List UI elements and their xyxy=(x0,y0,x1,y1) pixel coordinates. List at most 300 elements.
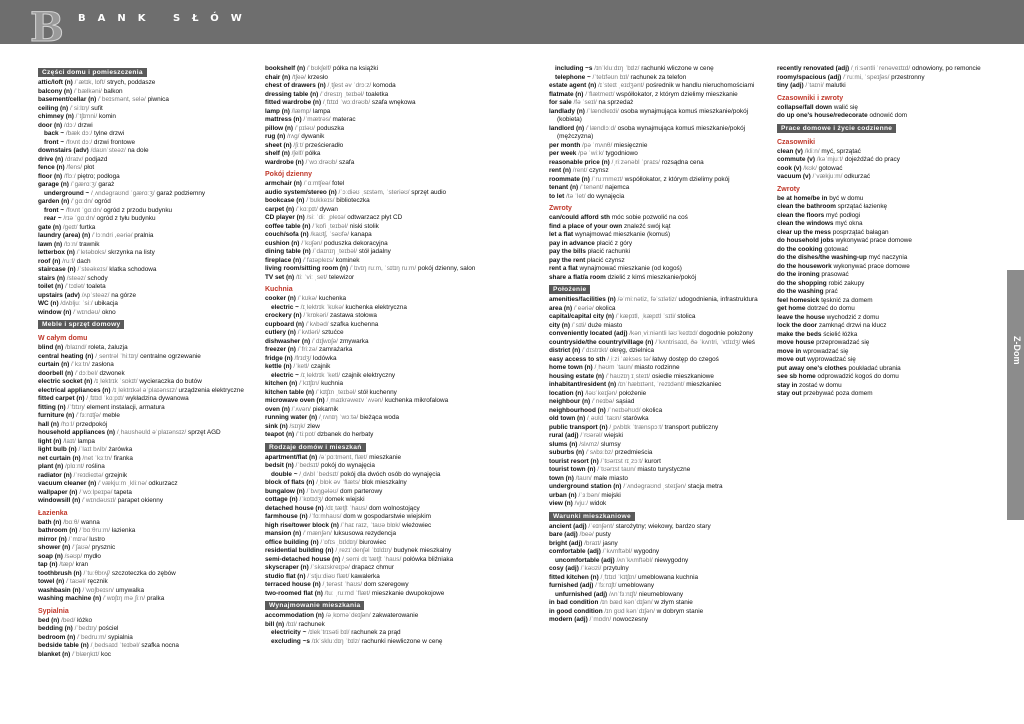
entry-word: hall (n) xyxy=(38,420,59,428)
entry-meaning: balkon xyxy=(103,87,123,95)
entry-pronunciation: /bɑːθ/ xyxy=(63,518,80,526)
entry-pronunciation: /siː ˈdiː ˌpleɪə/ xyxy=(306,214,346,221)
vocab-entry xyxy=(549,74,767,83)
vocab-entry xyxy=(38,561,256,570)
entry-pronunciation: /ˈdɪstrɪkt/ xyxy=(582,347,608,354)
entry-meaning: myć podłogi xyxy=(826,211,861,219)
entry-pronunciation: /ˈsteəkeɪs/ xyxy=(77,266,108,273)
entry-meaning: przestronny xyxy=(891,73,925,81)
entry-meaning: żarówka xyxy=(108,446,133,453)
entry-meaning: przeprowadzać się xyxy=(816,339,870,346)
entry-meaning: płacić z góry xyxy=(596,239,633,247)
entry-meaning: dywanik xyxy=(301,133,325,140)
entry-meaning: sypialnia xyxy=(107,633,133,641)
entry-meaning: odkurzać xyxy=(844,173,871,180)
vocab-entry xyxy=(38,181,256,190)
entry-word: attic/loft (n) xyxy=(38,79,73,86)
entry-pronunciation: /vjuː/ xyxy=(574,500,589,507)
vocab-entry xyxy=(777,365,995,374)
column-2 xyxy=(265,65,483,646)
entry-meaning: piekarnik xyxy=(312,405,339,413)
entry-word: estate agent (n) xyxy=(549,82,597,89)
vocab-entry xyxy=(265,414,483,423)
vocab-entry xyxy=(265,74,483,83)
entry-word: fitted carpet (n) xyxy=(38,395,85,402)
entry-word: vacuum (v) xyxy=(777,173,811,180)
entry-word: do the housework xyxy=(777,262,832,270)
entry-meaning: mieszkanie dwupokojowe xyxy=(371,589,445,597)
entry-meaning: osiedle mieszkaniowe xyxy=(651,372,714,380)
entry-meaning: odkurzacz xyxy=(148,480,178,487)
vocab-entry xyxy=(777,331,995,340)
entry-pronunciation: /ˈdaɪnɪŋ ˌteɪbəl/ xyxy=(312,248,358,255)
entry-word: see sb home xyxy=(777,373,816,380)
entry-pronunciation: /ɪˌlektrɪk ˈketl/ xyxy=(300,371,341,379)
entry-meaning: element instalacji, armatura xyxy=(86,403,165,411)
entry-pronunciation: /ˈʌndəgraʊnd ˌsteɪʃən/ xyxy=(623,483,686,490)
entry-pronunciation: /ˈɜːbən/ xyxy=(578,491,600,499)
vocab-entry xyxy=(265,406,483,415)
entry-pronunciation: /bæk dɔː/ xyxy=(65,130,93,137)
entry-word: soap (n) xyxy=(38,552,63,560)
entry-meaning: w złym stanie xyxy=(654,599,693,606)
vocab-entry xyxy=(265,108,483,117)
entry-word: make the beds xyxy=(777,330,822,338)
vocab-entry xyxy=(265,329,483,338)
entry-word: bookcase (n) xyxy=(265,197,305,204)
vocab-entry xyxy=(549,214,767,223)
vocab-entry xyxy=(265,338,483,347)
entry-pronunciation: /ˈketl/ xyxy=(293,363,310,370)
entry-word: fridge (n) xyxy=(265,354,293,362)
entry-meaning: zmywarka xyxy=(339,337,369,345)
entry-meaning: komin xyxy=(98,113,116,120)
vocab-entry xyxy=(265,621,483,630)
entry-meaning: parapet okienny xyxy=(117,497,164,504)
entry-word: lamp (n) xyxy=(265,107,290,115)
entry-pronunciation: /ˈruːmi, ˈspeɪʃəs/ xyxy=(843,73,890,81)
entry-pronunciation: /bɪl/ xyxy=(285,620,297,628)
vocab-entry xyxy=(549,82,767,91)
entry-word: amenities/facilities (n) xyxy=(549,296,616,303)
entry-meaning: zamrażarka xyxy=(319,346,353,353)
vocab-entry xyxy=(38,361,256,370)
vocab-entry xyxy=(549,574,767,583)
vocab-entry xyxy=(265,180,483,189)
entry-pronunciation: /ˈwɔːlpeɪpə/ xyxy=(79,488,113,496)
entry-meaning: posprzątać bałagan xyxy=(832,228,889,236)
entry-word: living room/sitting room (n) xyxy=(265,265,349,272)
entry-word: underground ~ xyxy=(44,189,90,197)
entry-meaning: wykonywać prace domowe xyxy=(833,262,910,270)
entry-word: running water (n) xyxy=(265,414,318,421)
vocab-entry xyxy=(777,212,995,221)
vocab-entry xyxy=(265,206,483,215)
section-heading: Warunki mieszkaniowe xyxy=(549,512,635,521)
entry-meaning: starożytny; wiekowy, bardzo stary xyxy=(615,522,711,530)
entry-word: windowsill (n) xyxy=(38,497,81,504)
entry-word: find a place of your own xyxy=(549,222,623,230)
entry-meaning: rachunek za telefon xyxy=(630,73,687,81)
entry-word: roomy/spacious (adj) xyxy=(777,73,842,81)
vocab-entry xyxy=(38,578,256,587)
vocab-entry xyxy=(549,330,767,339)
entry-pronunciation: /ˈhaʊzɪŋ ɪˌsteɪt/ xyxy=(605,372,651,380)
entry-meaning: połówka bliźniaka xyxy=(403,555,454,563)
entry-pronunciation: /ˈmɒdn/ xyxy=(589,616,612,623)
vocab-entry xyxy=(777,173,995,182)
entry-meaning: duże miasto xyxy=(587,321,623,329)
vocab-entry xyxy=(38,190,256,199)
vocab-entry xyxy=(265,539,483,548)
entry-word: rent (n) xyxy=(549,167,572,174)
subsection-heading: Kuchnia xyxy=(265,286,293,293)
entry-word: ancient (adj) xyxy=(549,522,587,530)
entry-word: clean the bathroom xyxy=(777,203,836,210)
entry-pronunciation: /ˌhaʊshəʊld əˈplaɪənsɪz/ xyxy=(116,429,187,436)
entry-pronunciation: /ˈlændleɪdi/ xyxy=(586,107,619,115)
entry-word: ceiling (n) xyxy=(38,104,69,112)
entry-pronunciation: /ˈʌvən/ xyxy=(291,405,311,413)
entry-word: fireplace (n) xyxy=(265,256,302,264)
entry-word: laundry (area) (n) xyxy=(38,232,91,239)
entry-pronunciation: /flɔː/ xyxy=(63,172,76,180)
entry-word: dishwasher (n) xyxy=(265,337,311,345)
entry-pronunciation: /ˈmænʃən/ xyxy=(303,530,332,537)
entry-meaning: tygodniowo xyxy=(605,150,638,157)
entry-word: chest of drawers (n) xyxy=(265,82,326,89)
vocab-entry xyxy=(549,125,767,142)
entry-word: stairs (n) xyxy=(38,274,65,282)
vocab-entry xyxy=(38,173,256,182)
entry-pronunciation: /frʌnt dɔː/ xyxy=(65,138,93,146)
vocab-entry xyxy=(549,364,767,373)
entry-pronunciation: /ˈtuːθbrʌʃ/ xyxy=(83,569,111,577)
entry-meaning: umeblowana kuchnia xyxy=(638,573,699,581)
entry-meaning: malutki xyxy=(825,82,846,89)
section-heading: Wynajmowanie mieszkania xyxy=(265,601,364,610)
entry-word: central heating (n) xyxy=(38,352,94,360)
entry-pronunciation: /ˈgɑːdn/ xyxy=(71,198,93,205)
vocab-entry xyxy=(38,387,256,396)
entry-word: mirror (n) xyxy=(38,535,67,543)
entry-word: towel (n) xyxy=(38,578,65,585)
entry-meaning: przedmieścia xyxy=(614,449,653,456)
entry-meaning: odnowić dom xyxy=(869,112,908,119)
entry-meaning: kurort xyxy=(644,457,661,465)
vocab-entry xyxy=(38,241,256,250)
subsection-heading: Zwroty xyxy=(549,205,572,212)
entry-meaning: kuchenka elektryczna xyxy=(345,303,407,311)
entry-meaning: firanka xyxy=(113,454,133,462)
entry-pronunciation: /ɪnˈkluːdɪŋ ˈbɪlz/ xyxy=(594,65,640,72)
vocab-entry xyxy=(265,573,483,582)
vocab-entry xyxy=(777,271,995,280)
entry-word: sink (n) xyxy=(265,422,288,430)
entry-meaning: sąsiad xyxy=(615,398,635,405)
entry-word: shelf (n) xyxy=(265,150,290,157)
entry-meaning: na dole xyxy=(127,147,149,154)
entry-meaning: ręcznik xyxy=(87,578,108,585)
subsection-heading: Zwroty xyxy=(777,185,800,193)
column-1 xyxy=(38,65,256,659)
entry-word: uncomfortable (adj) xyxy=(555,556,615,564)
entry-pronunciation: /dɔː/ xyxy=(63,121,76,129)
entry-word: area (n) xyxy=(549,304,573,312)
vocab-entry xyxy=(549,424,767,433)
entry-word: clean (v) xyxy=(777,147,803,155)
entry-word: sheet (n) xyxy=(265,141,292,149)
entry-meaning: kanapa xyxy=(350,231,372,238)
entry-meaning: kuchenka mikrofalowa xyxy=(385,397,449,404)
entry-meaning: dywan xyxy=(319,205,338,213)
entry-meaning: poduszka dekoracyjna xyxy=(324,239,388,247)
entry-word: feel homesick xyxy=(777,296,820,304)
vocab-entry xyxy=(549,305,767,314)
entry-meaning: piwnica xyxy=(147,96,169,103)
entry-word: blanket (n) xyxy=(38,650,71,658)
entry-meaning: dojeżdżać do pracy xyxy=(844,156,900,163)
entry-pronunciation: /ˈtenənt/ xyxy=(579,184,604,191)
entry-meaning: poduszka xyxy=(316,124,345,132)
entry-word: curtain (n) xyxy=(38,361,70,368)
entry-pronunciation: /ˈhaɪ raɪz, ˈtaʊə blɒk/ xyxy=(340,521,401,529)
page-title: BANK SŁÓW xyxy=(78,13,254,24)
vocab-entry xyxy=(38,570,256,579)
entry-word: get home xyxy=(777,305,806,312)
entry-pronunciation: /geɪt/ xyxy=(62,223,78,231)
subsection-heading: W całym domu xyxy=(38,335,88,342)
entry-pronunciation: /ˈkɪtʃɪn ˌteɪbəl/ xyxy=(315,388,357,396)
vocab-entry xyxy=(38,249,256,258)
entry-pronunciation: /ˌsentrəl ˈhiːtɪŋ/ xyxy=(95,352,139,360)
entry-word: electric socket (n) xyxy=(38,378,93,385)
entry-word: fence (n) xyxy=(38,164,65,171)
entry-pronunciation: /frɪdʒ/ xyxy=(294,354,312,362)
entry-word: slums (n) xyxy=(549,440,578,448)
vocab-entry xyxy=(549,466,767,475)
vocab-entry xyxy=(777,356,995,365)
entry-meaning: miesięcznie xyxy=(614,141,648,149)
vocab-entry xyxy=(777,229,995,238)
entry-word: in good condition xyxy=(549,607,603,615)
entry-meaning: nieumeblowany xyxy=(638,590,684,598)
entry-pronunciation: /ˈkɑːpɪt/ xyxy=(295,205,318,213)
entry-pronunciation: /kənˌviːniəntli ləʊˈkeɪtɪd/ xyxy=(629,330,698,337)
entry-word: for sale xyxy=(549,99,572,106)
entry-meaning: tęsknić za domem xyxy=(821,296,873,304)
entry-meaning: okręg, dzielnica xyxy=(609,347,655,354)
vocab-entry xyxy=(549,591,767,600)
entry-word: apartment/flat (n) xyxy=(265,453,318,461)
entry-word: washbasin (n) xyxy=(38,586,81,594)
vocab-entry xyxy=(549,313,767,322)
vocab-entry xyxy=(549,599,767,608)
entry-pronunciation: /ˈeɪnʃənt/ xyxy=(588,522,614,530)
vocab-entry xyxy=(549,500,767,509)
entry-meaning: dzwonek xyxy=(99,369,125,377)
entry-meaning: stół kuchenny xyxy=(357,388,397,396)
section-heading: Rodzaje domów i mieszkań xyxy=(265,443,366,452)
entry-meaning: starówka xyxy=(623,415,649,422)
vocab-entry xyxy=(38,309,256,318)
entry-word: view (n) xyxy=(549,500,573,507)
entry-pronunciation: /ˈtʊərɪst taʊn/ xyxy=(597,466,636,473)
entry-pronunciation: /ˈwɪndəʊsɪl/ xyxy=(82,497,116,504)
entry-meaning: ogród xyxy=(94,198,111,205)
entry-word: letterbox (n) xyxy=(38,249,75,256)
entry-pronunciation: /ˌterəst ˈhaʊs/ xyxy=(322,581,363,588)
vocab-entry xyxy=(265,142,483,151)
vocab-entry xyxy=(265,389,483,398)
entry-pronunciation: /ˈbedsɪt/ xyxy=(295,462,320,469)
entry-word: easy access to sth xyxy=(549,355,606,363)
entry-pronunciation: /ˈfɑːmhaʊs/ xyxy=(309,513,342,520)
entry-meaning: roleta, żaluzja xyxy=(88,344,128,351)
entry-meaning: odnowiony, po remoncie xyxy=(911,65,981,72)
entry-word: bathroom (n) xyxy=(38,527,78,534)
entry-meaning: znaleźć swój kąt xyxy=(623,222,671,230)
entry-word: carpet (n) xyxy=(265,205,295,213)
entry-meaning: łatwy dostęp do czegoś xyxy=(652,355,719,363)
vocab-entry xyxy=(265,159,483,168)
entry-word: front ~ xyxy=(44,206,65,214)
column-3 xyxy=(549,65,767,625)
entry-word: collapse/fall down xyxy=(777,103,833,111)
entry-pronunciation: /ʌnˈfɜːnɪʃt/ xyxy=(608,590,637,598)
entry-pronunciation: /əˈpɑːtmənt, flæt/ xyxy=(318,453,368,461)
entry-word: shower (n) xyxy=(38,544,71,551)
entry-pronunciation: /ˈrʊərəl/ xyxy=(580,432,603,439)
entry-word: garage (n) xyxy=(38,181,69,188)
entry-word: TV set (n) xyxy=(265,273,295,281)
vocab-entry xyxy=(265,304,483,313)
entry-meaning: strych, poddasze xyxy=(107,79,156,86)
entry-pronunciation: /əˈmiːnətiz, fəˈsɪlətiz/ xyxy=(617,296,677,303)
side-tab[interactable] xyxy=(1007,270,1024,520)
entry-pronunciation: /ɪn bæd kənˈdɪʃən/ xyxy=(600,599,653,606)
entry-meaning: stacja metra xyxy=(687,483,723,490)
entry-meaning: miasto rodzinne xyxy=(634,364,680,371)
entry-word: tap (n) xyxy=(38,561,58,568)
entry-meaning: współlokator, z którym dzielimy pokój xyxy=(624,175,730,183)
entry-word: share a flat/a room xyxy=(549,273,606,281)
entry-pronunciation: /ˈfaɪəpleɪs/ xyxy=(303,256,334,264)
entry-meaning: niewygodny xyxy=(654,556,689,564)
entry-pronunciation: /ˈfɜːnɪʃt/ xyxy=(595,582,617,589)
entry-word: including ~s xyxy=(555,65,593,72)
entry-word: chimney (n) xyxy=(38,113,74,120)
entry-pronunciation: /ˈsɪti/ xyxy=(571,321,587,329)
entry-word: move house xyxy=(777,339,815,346)
entry-meaning: gotować xyxy=(824,245,849,253)
vocab-entry xyxy=(549,231,767,240)
entry-word: radiator (n) xyxy=(38,471,72,479)
entry-word: bedside table (n) xyxy=(38,642,89,649)
vocab-entry xyxy=(549,565,767,574)
entry-pronunciation: /ˈtiːpɒt/ xyxy=(295,431,316,438)
entry-word: roof (n) xyxy=(38,257,61,265)
entry-pronunciation: /ˈtelɪfəʊn bɪl/ xyxy=(592,73,629,81)
entry-pronunciation: /ˈwɒʃɪŋ məˌʃiːn/ xyxy=(103,595,146,602)
entry-pronunciation: /ˈkæpɪtl, ˌkæpɪtl ˈsɪti/ xyxy=(615,313,676,320)
entry-word: bath (n) xyxy=(38,518,62,526)
entry-word: countryside/the country/village (n) xyxy=(549,338,654,346)
vocab-entry xyxy=(549,492,767,501)
entry-pronunciation: /braɪt/ xyxy=(584,539,601,547)
entry-meaning: dach xyxy=(76,257,91,265)
vocab-entry xyxy=(265,65,483,74)
entry-word: door (n) xyxy=(38,121,63,129)
entry-pronunciation: /ˌmaɪkrəweɪv ˈʌvən/ xyxy=(326,397,384,404)
entry-meaning: wykładzina dywanowa xyxy=(125,395,189,402)
entry-word: cutlery (n) xyxy=(265,329,296,336)
vocab-entry xyxy=(777,382,995,391)
entry-word: toothbrush (n) xyxy=(38,569,82,577)
entry-meaning: lampa xyxy=(312,107,331,115)
vocab-entry xyxy=(549,257,767,266)
vocab-entry xyxy=(38,283,256,292)
vocab-entry xyxy=(38,617,256,626)
entry-meaning: fotel xyxy=(332,180,345,187)
entry-word: cosy (adj) xyxy=(549,565,579,572)
entry-pronunciation: /ʌnˈkʌmftəbl/ xyxy=(616,556,653,564)
entry-pronunciation: /net ˈkɜːtn/ xyxy=(82,454,112,462)
entry-pronunciation: /ˈɔːdiəʊ ˌsɪstəm, ˈsteriəʊ/ xyxy=(338,188,410,196)
entry-meaning: telewizor xyxy=(328,273,355,281)
entry-meaning: położenie xyxy=(618,389,647,397)
subsection-heading: Czasowniki xyxy=(777,138,816,146)
vocab-entry xyxy=(777,348,995,357)
entry-pronunciation: /ruːf/ xyxy=(62,257,75,265)
vocab-entry xyxy=(265,522,483,531)
entry-meaning: grzejnik xyxy=(105,471,128,479)
entry-word: back ~ xyxy=(44,130,65,137)
vocab-entry xyxy=(265,312,483,321)
vocab-entry xyxy=(38,139,256,148)
entry-pronunciation: /ˈdɔːbel/ xyxy=(74,369,98,377)
entry-word: city (n) xyxy=(549,321,570,329)
entry-word: pay the bills xyxy=(549,248,586,255)
vocab-entry xyxy=(549,548,767,557)
entry-word: garden (n) xyxy=(38,198,70,205)
entry-pronunciation: /ˈmɪrə/ xyxy=(68,535,88,543)
entry-meaning: rozsądna cena xyxy=(661,158,704,166)
entry-word: reasonable price (n) xyxy=(549,158,610,166)
vocab-entry xyxy=(38,480,256,489)
entry-meaning: łóżko xyxy=(77,616,93,624)
entry-meaning: luksusowa rezydencja xyxy=(333,530,397,537)
entry-meaning: drapacz chmur xyxy=(351,564,394,571)
entry-word: commute (v) xyxy=(777,156,815,163)
entry-pronunciation: /ˈkɪtʃɪn/ xyxy=(299,380,320,387)
vocab-entry xyxy=(265,380,483,389)
entry-meaning: walić się xyxy=(833,103,858,111)
vocab-entry xyxy=(549,99,767,108)
vocab-entry xyxy=(38,130,256,139)
entry-meaning: mieszkanie xyxy=(369,453,402,461)
entry-meaning: myć okna xyxy=(835,220,863,227)
entry-pronunciation: /ˈruːmmeɪt/ xyxy=(591,175,624,183)
vocab-entry xyxy=(777,339,995,348)
vocab-entry xyxy=(265,82,483,91)
entry-meaning: miasto turystyczne xyxy=(637,466,691,473)
entry-pronunciation: /ˈkʌtləri/ xyxy=(297,329,321,336)
vocab-entry xyxy=(549,483,767,492)
vocab-entry xyxy=(265,530,483,539)
entry-pronunciation: /ˈgærɑːʒ/ xyxy=(70,181,97,188)
entry-meaning: osoba wynajmująca komuś mieszkanie/pokój (mężczyzna) xyxy=(557,124,746,140)
